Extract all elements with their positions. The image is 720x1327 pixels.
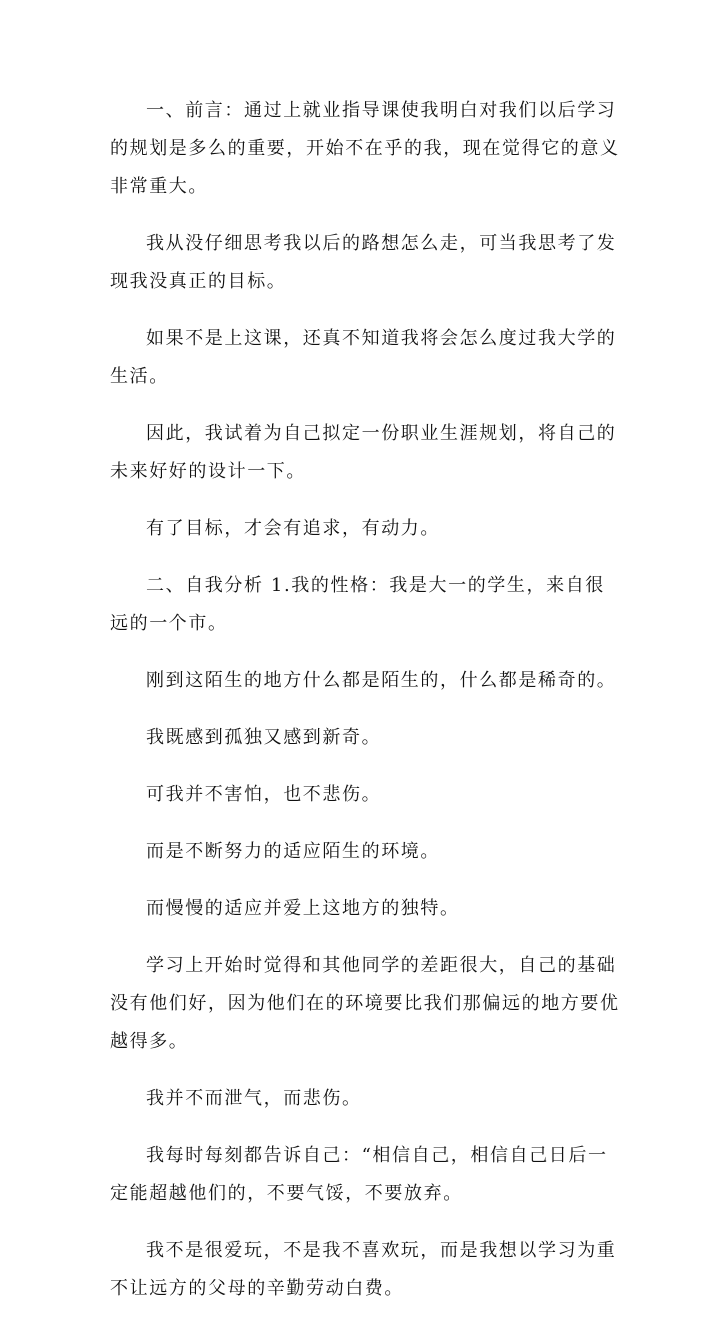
- paragraph-self-analysis: 二、自我分析 1.我的性格：我是大一的学生，来自很远的一个市。: [110, 575, 605, 634]
- paragraph: 因此，我试着为自己拟定一份职业生涯规划，将自己的未来好好的设计一下。: [110, 423, 617, 482]
- paragraph: 可我并不害怕，也不悲伤。: [146, 784, 382, 805]
- paragraph: 学习上开始时觉得和其他同学的差距很大，自己的基础没有他们好，因为他们在的环境要比我们那偏远的地方要优越得多。: [110, 955, 620, 1052]
- paragraph: 有了目标，才会有追求，有动力。: [146, 518, 440, 539]
- paragraph: 而慢慢的适应并爱上这地方的独特。: [146, 898, 460, 919]
- paragraph-preface: 一、前言：通过上就业指导课使我明白对我们以后学习的规划是多么的重要，开始不在乎的我，现在觉得它的意义非常重大。: [110, 100, 620, 197]
- paragraph: 我不是很爱玩，不是我不喜欢玩，而是我想以学习为重不让远方的父母的辛勤劳动白费。: [110, 1240, 617, 1299]
- paragraph: 我每时每刻都告诉自己：“相信自己，相信自己日后一定能超越他们的，不要气馁，不要放弃。: [110, 1145, 608, 1204]
- paragraph: 我并不而泄气，而悲伤。: [146, 1088, 362, 1109]
- paragraph: 而是不断努力的适应陌生的环境。: [146, 841, 440, 862]
- paragraph: 如果不是上这课，还真不知道我将会怎么度过我大学的生活。: [110, 328, 617, 387]
- document-body: [110, 92, 620, 1327]
- paragraph: 我从没仔细思考我以后的路想怎么走，可当我思考了发现我没真正的目标。: [110, 233, 617, 292]
- paragraph: 我既感到孤独又感到新奇。: [146, 727, 382, 748]
- paragraph: 刚到这陌生的地方什么都是陌生的，什么都是稀奇的。: [146, 670, 617, 691]
